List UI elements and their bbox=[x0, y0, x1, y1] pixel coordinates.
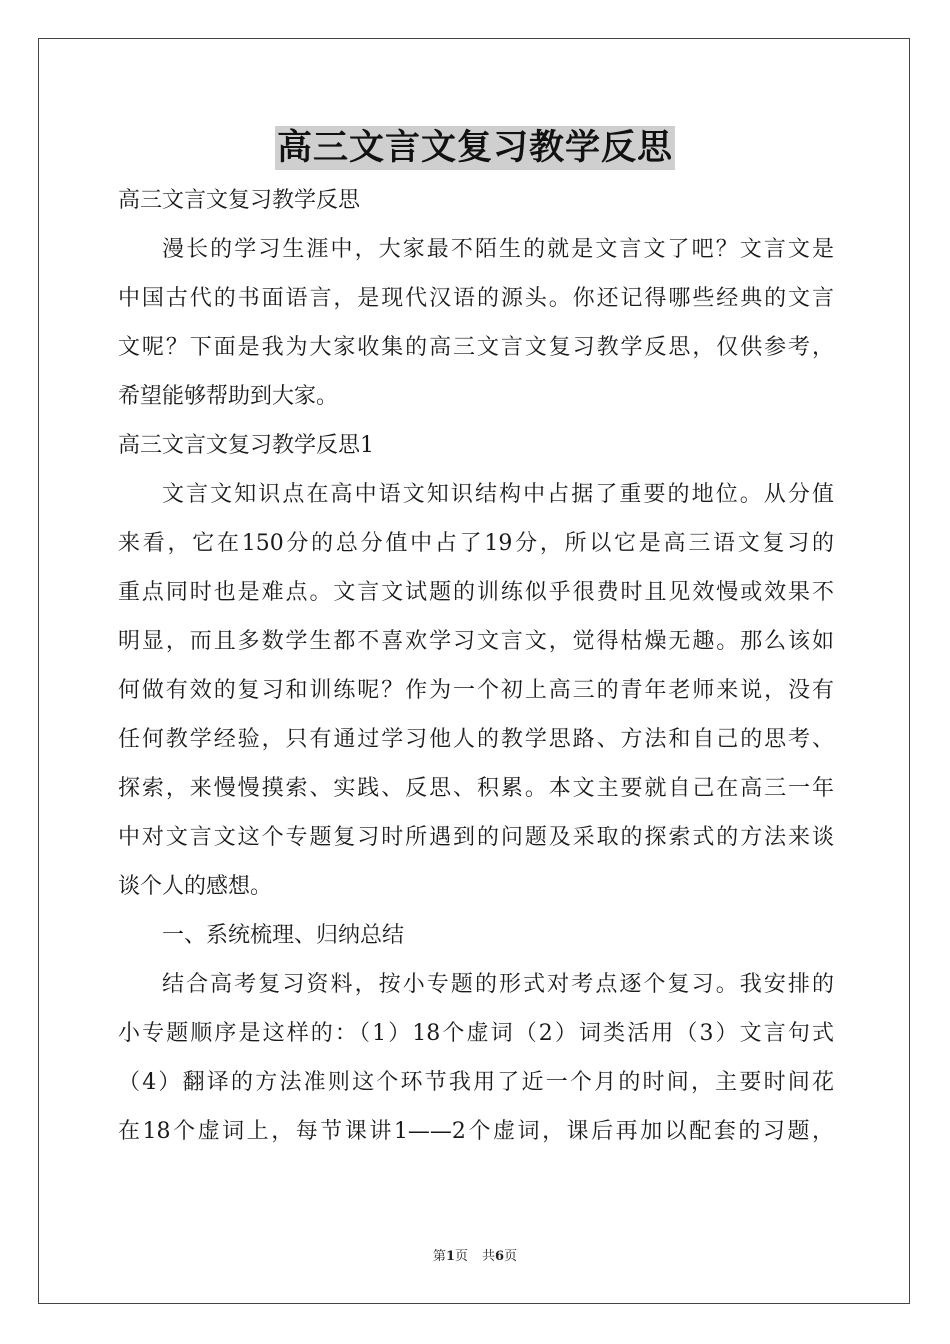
total-pages: 6 bbox=[495, 1249, 505, 1264]
paragraph-line: 任何教学经验，只有通过学习他人的教学思路、方法和自己的思考、 bbox=[118, 727, 834, 752]
paragraph-line: 中国古代的书面语言，是现代汉语的源头。你还记得哪些经典的文言 bbox=[118, 286, 834, 311]
total-prefix: 共 bbox=[482, 1249, 496, 1264]
page-title: 高三文言文复习教学反思 bbox=[276, 127, 673, 168]
page-number: 1 bbox=[445, 1249, 455, 1264]
point1-paragraph bbox=[118, 960, 834, 1156]
section-heading: 高三文言文复习教学反思1 bbox=[118, 433, 374, 458]
document-subtitle: 高三文言文复习教学反思 bbox=[118, 188, 361, 213]
paragraph-line: 来看，它在150分的总分值中占了19分，所以它是高三语文复习的 bbox=[118, 531, 834, 556]
paragraph-line: 何做有效的复习和训练呢？作为一个初上高三的青年老师来说，没有 bbox=[118, 678, 834, 703]
section1-paragraph bbox=[118, 470, 834, 911]
title-container bbox=[0, 126, 950, 170]
paragraph-line: 重点同时也是难点。文言文试题的训练似乎很费时且见效慢或效果不 bbox=[118, 580, 834, 605]
paragraph-line: 漫长的学习生涯中，大家最不陌生的就是文言文了吧？文言文是 bbox=[162, 237, 834, 262]
paragraph-line: 探索，来慢慢摸索、实践、反思、积累。本文主要就自己在高三一年 bbox=[118, 776, 834, 801]
page-footer bbox=[0, 1245, 950, 1264]
point-heading: 一、系统梳理、归纳总结 bbox=[162, 923, 405, 948]
paragraph-line: 中对文言文这个专题复习时所遇到的问题及采取的探索式的方法来谈 bbox=[118, 825, 834, 850]
paragraph-line: 在18个虚词上，每节课讲1——2个虚词，课后再加以配套的习题， bbox=[118, 1119, 834, 1144]
intro-paragraph bbox=[118, 225, 834, 421]
page-suffix: 页 bbox=[454, 1249, 468, 1264]
paragraph-line: （4）翻译的方法准则这个环节我用了近一个月的时间，主要时间花 bbox=[118, 1070, 834, 1095]
paragraph-line: 文言文知识点在高中语文知识结构中占据了重要的地位。从分值 bbox=[162, 482, 834, 507]
total-suffix: 页 bbox=[504, 1249, 518, 1264]
paragraph-line: 小专题顺序是这样的：（1）18个虚词（2）词类活用（3）文言句式 bbox=[118, 1021, 834, 1046]
paragraph-line: 明显，而且多数学生都不喜欢学习文言文，觉得枯燥无趣。那么该如 bbox=[118, 629, 834, 654]
page-prefix: 第 bbox=[432, 1249, 446, 1264]
paragraph-line: 文呢？下面是我为大家收集的高三文言文复习教学反思，仅供参考， bbox=[118, 335, 834, 360]
document-body bbox=[118, 176, 834, 1156]
paragraph-line: 结合高考复习资料，按小专题的形式对考点逐个复习。我安排的 bbox=[162, 972, 834, 997]
paragraph-line: 谈个人的感想。 bbox=[118, 874, 273, 899]
paragraph-line: 希望能够帮助到大家。 bbox=[118, 384, 339, 409]
